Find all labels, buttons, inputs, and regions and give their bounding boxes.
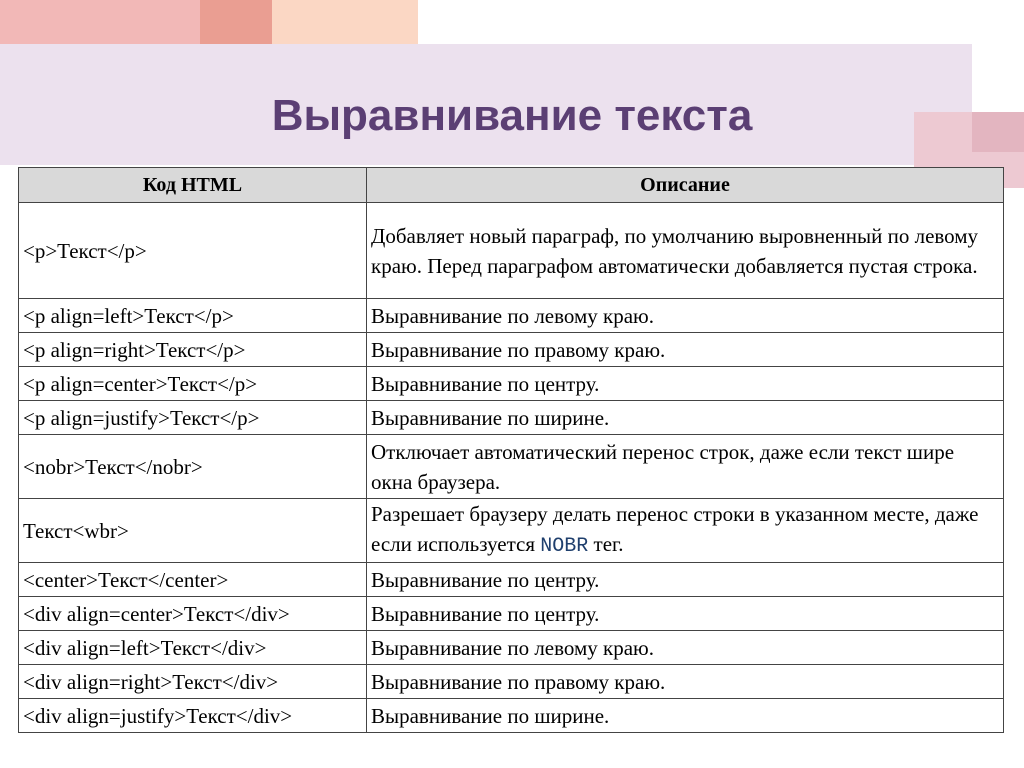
- table-row: [19, 665, 1004, 699]
- header-description: Описание: [367, 168, 1004, 203]
- header-code: Код HTML: [19, 168, 367, 203]
- description-cell: Выравнивание по центру.: [367, 597, 1004, 631]
- code-cell: <p align=left>Текст</p>: [19, 299, 367, 333]
- description-cell: Выравнивание по правому краю.: [367, 333, 1004, 367]
- description-cell: Выравнивание по ширине.: [367, 699, 1004, 733]
- table-row: [19, 631, 1004, 665]
- table-row: [19, 499, 1004, 563]
- table-row: [19, 401, 1004, 435]
- table-row: [19, 435, 1004, 499]
- table-row: [19, 299, 1004, 333]
- description-cell: Добавляет новый параграф, по умолчанию выровненный по левому краю. Перед параграфом автоматически добавляется пустая строка.: [367, 203, 1004, 299]
- description-cell: Выравнивание по центру.: [367, 367, 1004, 401]
- code-cell: <div align=left>Текст</div>: [19, 631, 367, 665]
- code-cell: <p align=justify>Текст</p>: [19, 401, 367, 435]
- code-cell: <nobr>Текст</nobr>: [19, 435, 367, 499]
- table-row: [19, 563, 1004, 597]
- code-cell: <center>Текст</center>: [19, 563, 367, 597]
- slide-title: Выравнивание текста: [271, 91, 753, 140]
- code-cell: <div align=right>Текст</div>: [19, 665, 367, 699]
- table-row: [19, 597, 1004, 631]
- code-cell: <p align=center>Текст</p>: [19, 367, 367, 401]
- code-cell: Текст<wbr>: [19, 499, 367, 563]
- description-cell: Выравнивание по правому краю.: [367, 665, 1004, 699]
- code-cell: <p>Текст</p>: [19, 203, 367, 299]
- table-row: [19, 699, 1004, 733]
- alignment-table: [18, 167, 1004, 733]
- description-cell: Выравнивание по ширине.: [367, 401, 1004, 435]
- description-text: Разрешает браузеру делать перенос строки в указанном месте, даже если используется: [371, 502, 979, 556]
- description-cell: Выравнивание по центру.: [367, 563, 1004, 597]
- table-row: [19, 367, 1004, 401]
- description-text-end: тег.: [588, 532, 624, 556]
- table-row: [19, 203, 1004, 299]
- table-row: [19, 333, 1004, 367]
- code-cell: <div align=justify>Текст</div>: [19, 699, 367, 733]
- description-cell: Выравнивание по левому краю.: [367, 299, 1004, 333]
- code-cell: <div align=center>Текст</div>: [19, 597, 367, 631]
- table-header-row: [19, 168, 1004, 203]
- description-cell: Выравнивание по левому краю.: [367, 631, 1004, 665]
- description-cell: Отключает автоматический перенос строк, даже если текст шире окна браузера.: [367, 435, 1004, 499]
- description-cell: [367, 499, 1004, 563]
- nobr-code-text: NOBR: [540, 535, 589, 558]
- code-cell: <p align=right>Текст</p>: [19, 333, 367, 367]
